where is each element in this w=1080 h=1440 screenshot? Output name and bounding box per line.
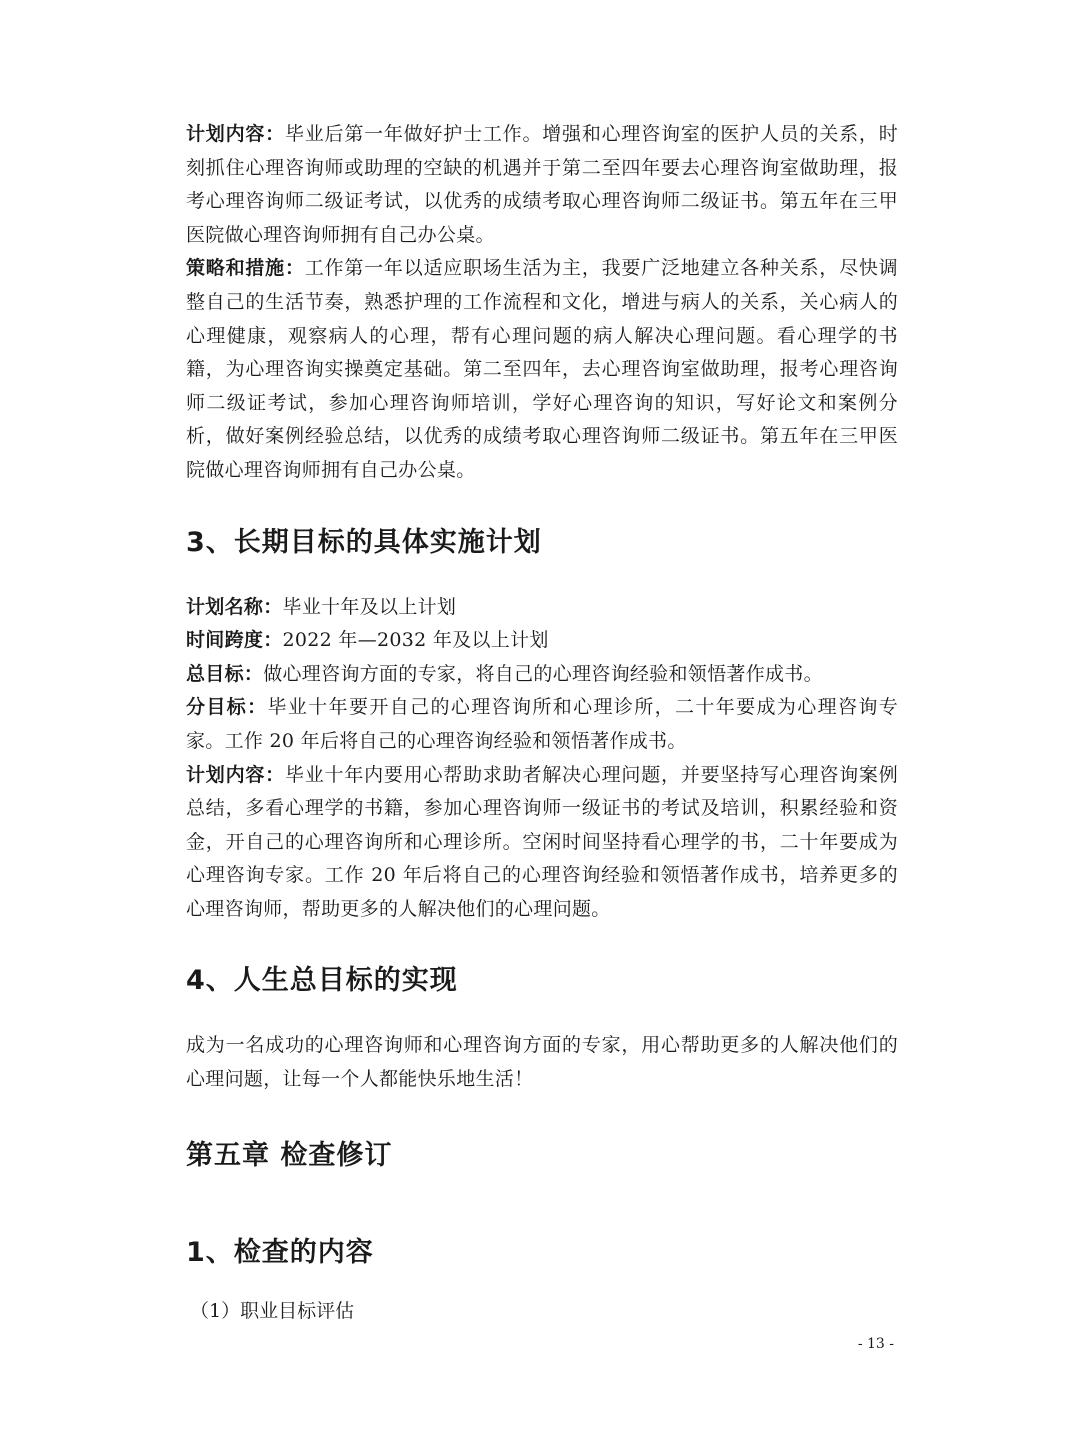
overall-goal-label: 总目标： (186, 662, 264, 685)
life-goal-paragraph: 成为一名成功的心理咨询师和心理咨询方面的专家，用心帮助更多的人解决他们的心理问题，让每一个人都能快乐地生活！ (186, 1034, 898, 1091)
overall-goal-text: 做心理咨询方面的专家，将自己的心理咨询经验和领悟著作成书。 (263, 662, 823, 685)
sub-goal-text: 毕业十年要开自己的心理咨询所和心理诊所，二十年要成为心理咨询专家。工作 20 年后将自己的心理咨询经验和领悟著作成书。 (186, 696, 898, 752)
section3-heading: 3、长期目标的具体实施计划 (186, 526, 542, 558)
sub-goal-paragraph (186, 691, 898, 758)
strategy-paragraph (186, 252, 898, 487)
document-page (186, 118, 898, 1328)
long-plan-content-paragraph (186, 759, 898, 927)
timespan-text: 2022 年—2032 年及以上计划 (282, 629, 549, 652)
plan-content-text: 毕业后第一年做好护士工作。增强和心理咨询室的医护人员的关系，时刻抓住心理咨询师或助理的空缺的机遇并于第二至四年要去心理咨询室做助理，报考心理咨询师二级证考试，以优秀的成绩考取心理咨询师二级证书。第五年在三甲医院做心理咨询师拥有自己办公桌。 (186, 123, 898, 246)
chapter5-heading: 第五章 检查修订 (186, 1139, 393, 1171)
sub-goal-label: 分目标： (186, 696, 268, 719)
timespan-line (186, 624, 898, 658)
check-content-heading: 1、检查的内容 (186, 1236, 374, 1268)
overall-goal-line (186, 658, 898, 692)
career-goal-evaluation-item: （1）职业目标评估 (190, 1299, 355, 1322)
plan-name-line (186, 591, 898, 625)
page-number: - 13 - (857, 1336, 894, 1352)
timespan-label: 时间跨度： (186, 629, 283, 652)
long-plan-content-label: 计划内容： (186, 763, 285, 786)
long-plan-content-text: 毕业十年内要用心帮助求助者解决心理问题，并要坚持写心理咨询案例总结，多看心理学的书籍，参加心理咨询师一级证书的考试及培训，积累经验和资金，开自己的心理咨询所和心理诊所。空闲时间坚持看心理学的书，二十年要成为心理咨询专家。工作 20 年后将自己的心理咨询经验和领悟著作成书，培养更多的心理咨询师，帮助更多的人解决他们的心理问题。 (186, 763, 898, 920)
plan-content-paragraph (186, 118, 898, 252)
strategy-text: 工作第一年以适应职场生活为主，我要广泛地建立各种关系，尽快调整自己的生活节奏，熟悉护理的工作流程和文化，增进与病人的关系，关心病人的心理健康，观察病人的心理，帮有心理问题的病人解决心理问题。看心理学的书籍，为心理咨询实操奠定基础。第二至四年，去心理咨询室做助理，报考心理咨询师二级证考试，参加心理咨询师培训，学好心理咨询的知识，写好论文和案例分析，做好案例经验总结，以优秀的成绩考取心理咨询师二级证书。第五年在三甲医院做心理咨询师拥有自己办公桌。 (186, 257, 898, 481)
plan-content-label: 计划内容： (186, 123, 285, 145)
plan-name-text: 毕业十年及以上计划 (282, 595, 457, 618)
strategy-label: 策略和措施： (186, 257, 305, 280)
section4-heading: 4、人生总目标的实现 (186, 965, 458, 997)
plan-name-label: 计划名称： (186, 595, 283, 618)
